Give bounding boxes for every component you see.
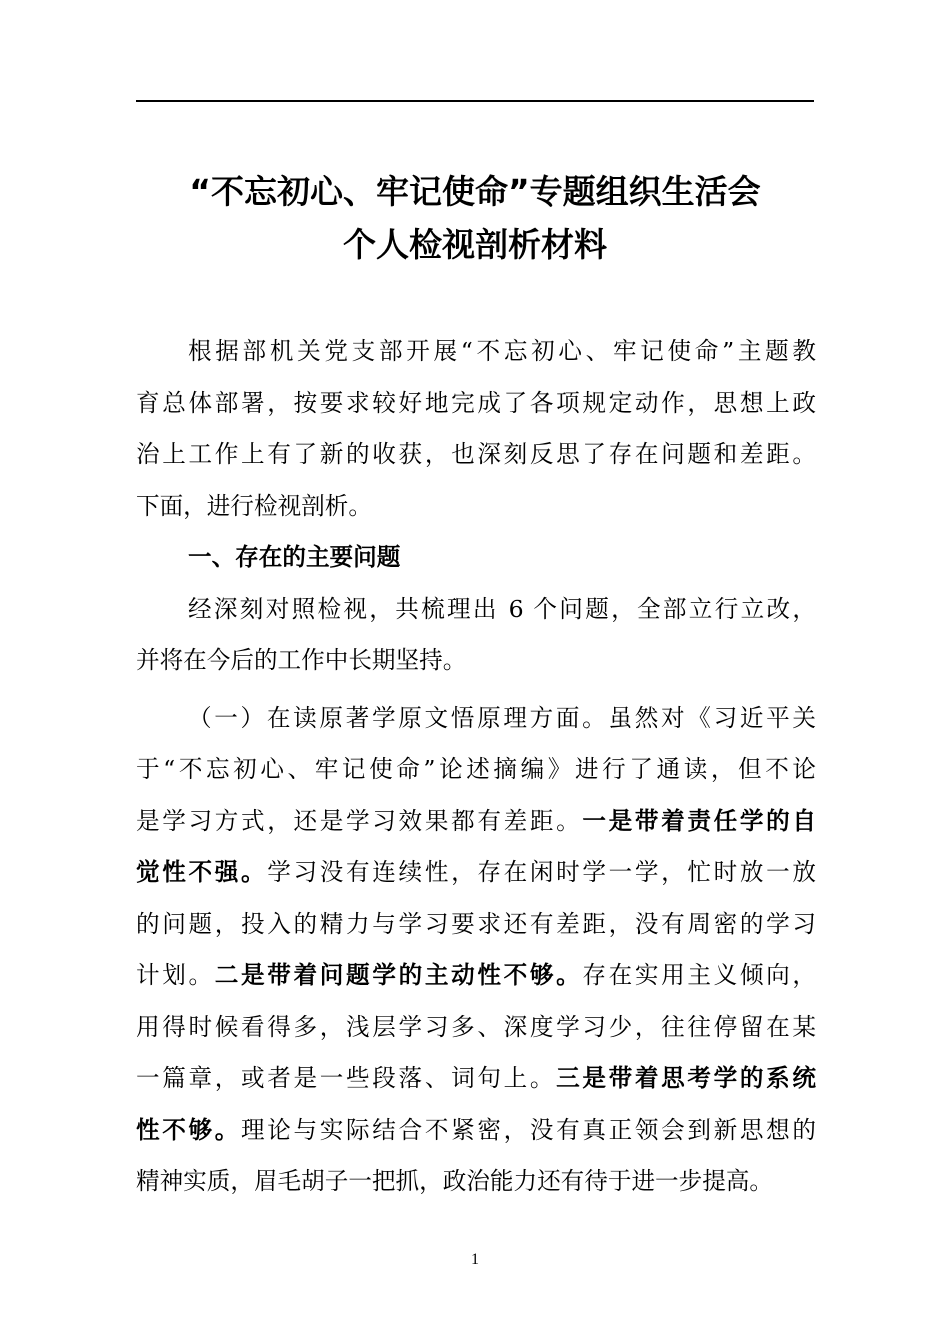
item1-line-4-text: 学习没有连续性，存在闲时学一学，忙时放一放 <box>267 858 816 886</box>
item1-line-9 <box>136 1105 816 1157</box>
item1-line-6 <box>136 950 816 1002</box>
document-title-line-1: “不忘初心、牢记使命”专题组织生活会 <box>189 172 761 211</box>
item1-point-1-heading: 一是带着责任学的自 <box>582 806 817 835</box>
item1-line-3 <box>136 796 816 848</box>
summary-line-2: 并将在今后的工作中长期坚持。 <box>136 646 467 674</box>
intro-line-4: 下面，进行检视剖析。 <box>136 491 372 520</box>
document-title-line-2: 个人检视剖析材料 <box>343 225 607 264</box>
item1-line-5: 的问题，投入的精力与学习要求还有差距，没有周密的学习 <box>136 909 816 938</box>
item1-line-6-text-b: 存在实用主义倾向， <box>582 961 817 989</box>
header-rule <box>136 100 814 102</box>
page-number: 1 <box>471 1251 479 1268</box>
item1-point-3-heading: 三是带着思考学的系统 <box>556 1064 817 1092</box>
item1-line-8 <box>136 1053 816 1105</box>
item1-line-3-text: 是学习方式，还是学习效果都有差距。 <box>136 806 583 835</box>
intro-line-3: 治上工作上有了新的收获，也深刻反思了存在问题和差距。 <box>136 440 816 468</box>
item1-line-4 <box>136 847 816 899</box>
item1-line-10: 精神实质，眉毛胡子一把抓，政治能力还有待于进一步提高。 <box>136 1167 774 1195</box>
item1-point-2-heading: 二是带着问题学的主动性不够。 <box>214 961 583 989</box>
item1-line-8-text: 一篇章，或者是一些段落、词句上。 <box>136 1064 557 1092</box>
item1-line-2: 于“不忘初心、牢记使命”论述摘编》进行了通读，但不论 <box>136 755 816 783</box>
intro-line-1: 根据部机关党支部开展“不忘初心、牢记使命”主题教 <box>188 337 816 365</box>
item1-point-1-heading-end: 觉性不强。 <box>136 858 268 886</box>
item1-line-9-text: 理论与实际结合不紧密，没有真正领会到新思想的 <box>241 1115 817 1144</box>
item1-point-3-heading-end: 性不够。 <box>136 1115 242 1144</box>
item1-line-7: 用得时候看得多，浅层学习多、深度学习少，往往停留在某 <box>136 1012 816 1041</box>
summary-line-1: 经深刻对照检视，共梳理出 6 个问题，全部立行立改， <box>188 594 816 623</box>
intro-line-2: 育总体部署，按要求较好地完成了各项规定动作，思想上政 <box>136 388 816 417</box>
section-heading: 一、存在的主要问题 <box>188 543 401 571</box>
item1-line-1: （一）在读原著学原文悟原理方面。虽然对《习近平关 <box>188 703 816 732</box>
document-body <box>136 326 816 1208</box>
item1-line-6-text-a: 计划。 <box>136 961 215 989</box>
